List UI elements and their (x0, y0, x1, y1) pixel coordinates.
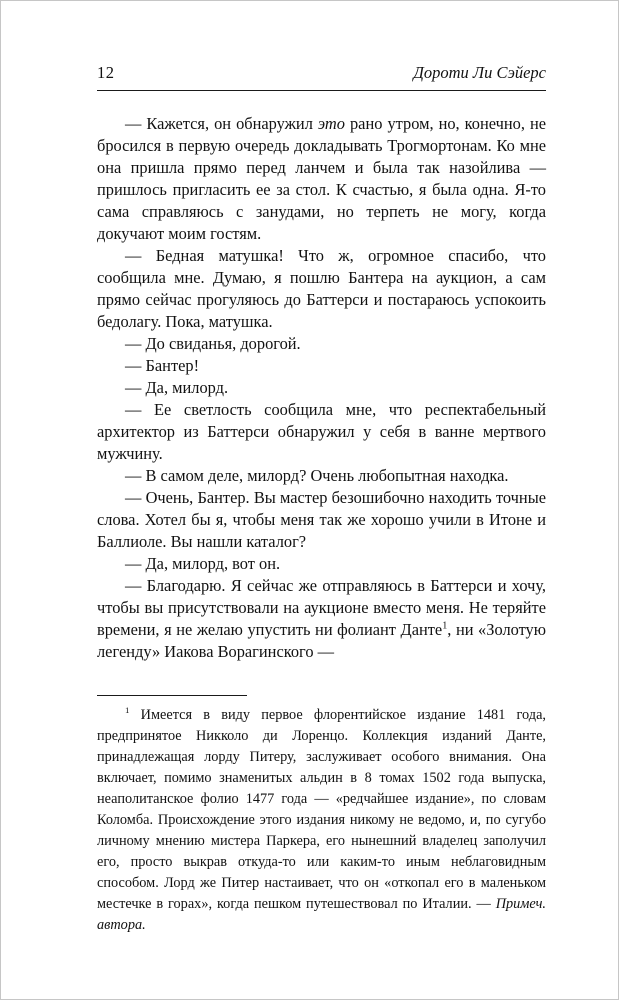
text-run: — Благодарю. Я сейчас же отправляюсь в Баттерси и хочу, чтобы вы присутствовали на аукционе вместо меня. Не теряйте времени, я не желаю упустить ни фолиант Данте (97, 576, 546, 639)
footnote-text (97, 705, 546, 936)
paragraph (97, 113, 546, 245)
text-run: Имеется в виду первое флорентийское издание 1481 года, предпринятое Никколо ди Лоренцо. Коллекция изданий Данте, принадлежащая лорду Питеру, заслуживает особого внимания. Она включает, помимо знаменитых альдин в 8 томах 1502 года выпуска, неаполитанское фолио 1477 года — «редчайшее издание», по словам Коломба. Происхождение этого издания никому не ведомо, и, по сугубо личному мнению мистера Паркера, его нынешний владелец заполучил его, просто выкрав откуда-то или каким-то иным неблаговидным способом. Лорд же Питер настаивает, что он «откопал его в маленьком местечке в горах», когда пешком путешествовал по Италии. — (97, 707, 546, 912)
paragraph (97, 487, 546, 553)
page-number: 12 (97, 63, 115, 82)
footnote-marker: 1 (125, 705, 130, 716)
paragraph (97, 245, 546, 333)
page-header (97, 63, 546, 91)
text-run: , ни «Золотую легенду» Иакова Ворагинского — (97, 620, 546, 661)
text-run: — Очень, Бантер. Вы мастер безошибочно находить точные слова. Хотел бы я, чтобы меня так же хорошо учили в Итоне и Баллиоле. Вы нашли каталог? (97, 488, 546, 551)
text-run: — Да, милорд, вот он. (125, 554, 281, 573)
paragraph (97, 399, 546, 465)
body-text (97, 113, 546, 663)
text-run: — Да, милорд. (125, 378, 229, 397)
text-run: — Ее светлость сообщила мне, что респектабельный архитектор из Баттерси обнаружил у себя в ванне мертвого мужчину. (97, 400, 546, 463)
text-run: — До свиданья, дорогой. (125, 334, 301, 353)
paragraph (97, 575, 546, 663)
text-run: Примеч. автора. (97, 896, 546, 933)
paragraph (97, 355, 546, 377)
text-run: — Кажется, он обнаружил (125, 114, 318, 133)
text-run: — Бантер! (125, 356, 200, 375)
running-title: Дороти Ли Сэйерс (413, 63, 546, 82)
footnote-separator (97, 695, 247, 696)
paragraph (97, 465, 546, 487)
text-run: — Бедная матушка! Что ж, огромное спасибо, что сообщила мне. Думаю, я пошлю Бантера на аукцион, а сам прямо сейчас прогуляюсь до Баттерси и постараюсь успокоить бедолагу. Пока, матушка. (97, 246, 546, 331)
paragraph (97, 553, 546, 575)
paragraph (97, 377, 546, 399)
text-run: рано утром, но, конечно, не бросился в первую очередь докладывать Трогмортонам. Ко мне она пришла прямо перед ланчем и была так назойлива — пришлось пригласить ее за стол. К счастью, я была одна. Я-то сама справляюсь с занудами, но терпеть не могу, когда докучают моим гостям. (97, 114, 547, 243)
text-run: — В самом деле, милорд? Очень любопытная находка. (125, 466, 509, 485)
text-run: это (317, 114, 345, 133)
footnote-marker: 1 (442, 620, 448, 632)
paragraph (97, 333, 546, 355)
